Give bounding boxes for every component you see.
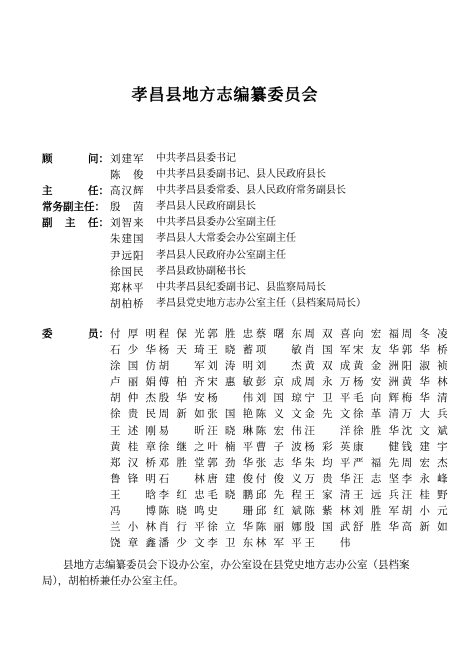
- member-name: 邱红斌: [255, 505, 302, 518]
- leader-post: 中共孝昌县委书记: [156, 153, 236, 164]
- leader-post: 孝昌县人大常委会办公室副主任: [156, 233, 296, 245]
- member-name: 刘涛明: [207, 360, 254, 373]
- member-name: 刘胜军: [353, 505, 399, 518]
- member-name: 唐建俊: [207, 472, 254, 485]
- leader-post: 中共孝昌县纪委副书记、县监察局局长: [156, 281, 326, 293]
- member-name: 周冬凌: [401, 328, 448, 340]
- leader-row: [42, 248, 450, 264]
- leader-post: 中共孝昌县委常委、县人民政府常务副县长: [156, 185, 346, 197]
- member-name: 李卫东: [207, 537, 254, 550]
- member-row: [42, 423, 450, 439]
- member-row: [42, 439, 450, 455]
- member-name: 陈丽娜: [255, 521, 302, 534]
- office-note: [42, 557, 412, 589]
- leader-post: 孝昌县人民政府副县长: [156, 201, 256, 213]
- leader-name: 高汉辉: [110, 185, 145, 198]
- member-name: 宋友华: [353, 344, 399, 357]
- member-name: 史 珊: [207, 505, 254, 518]
- leader-post: 中共孝昌县委办公室副主任: [156, 217, 276, 229]
- member-name: 杨 伟: [207, 392, 254, 405]
- member-name: 黄华林: [401, 376, 448, 389]
- member-name: 金先文: [304, 408, 351, 421]
- member-name: 刘 杰: [255, 360, 302, 373]
- member-name: 黄金洲: [353, 360, 399, 373]
- member-name: 徐立华: [207, 521, 254, 534]
- member-name: 汪志坚: [353, 472, 399, 485]
- member-name: 徐贵民: [110, 408, 156, 421]
- member-name: 汪晓琳: [207, 424, 254, 437]
- member-name: 徐胜华: [353, 424, 399, 437]
- member-name: 付厚明: [110, 328, 156, 340]
- leader-name: 郑林平: [110, 281, 145, 294]
- member-name: 张国艳: [207, 408, 254, 421]
- member-name: 冯 博: [110, 505, 156, 518]
- leadership-list: [42, 151, 450, 312]
- member-name: 严福先: [353, 456, 399, 469]
- member-name: 杨天琦: [158, 344, 205, 357]
- member-name: 石少华: [110, 344, 156, 357]
- role-label: 顾 问：: [42, 153, 109, 165]
- member-name: 傅柏齐: [158, 376, 205, 389]
- member-name: 胡仲杰: [110, 392, 156, 405]
- member-name: 彭京成: [255, 376, 302, 389]
- member-name: 陈紫林: [304, 505, 351, 518]
- member-row: [42, 358, 450, 374]
- member-name: 肖行平: [158, 521, 205, 534]
- member-name: 王 晗: [110, 488, 156, 501]
- leader-row: [42, 215, 450, 231]
- member-name: 王远兵: [353, 488, 399, 501]
- member-name: 郭华桥: [401, 344, 448, 357]
- member-row: [42, 503, 450, 519]
- member-row: [42, 519, 450, 535]
- leader-row: [42, 280, 450, 296]
- member-name: 李永峰: [401, 472, 448, 485]
- page-title: 孝昌县地方志编纂委员会: [131, 85, 319, 104]
- member-row: [42, 326, 450, 342]
- member-name: 李红忠: [158, 488, 205, 501]
- leader-name: 胡柏桥: [110, 297, 145, 310]
- member-name: 陈宏伟: [255, 424, 302, 437]
- role-label: 常务副主任：: [42, 201, 105, 214]
- member-name: 舒胜华: [353, 521, 399, 534]
- member-row: [42, 374, 450, 390]
- member-row: [42, 471, 450, 487]
- member-name: 毛向辉: [353, 392, 399, 405]
- member-name: 宁卫平: [304, 392, 351, 405]
- member-name: 王晓蓄: [207, 344, 254, 357]
- member-row: [42, 535, 450, 551]
- leader-row: [42, 183, 450, 199]
- member-name: 饶章鑫: [110, 537, 156, 550]
- member-name: 陈义文: [255, 408, 302, 421]
- leader-row: [42, 264, 450, 280]
- member-name: 周永万: [304, 376, 351, 389]
- member-name: 黄桂章: [110, 440, 156, 453]
- member-name: 万贵华: [304, 472, 351, 485]
- member-name: 周双喜: [304, 328, 351, 340]
- leader-row: [42, 151, 450, 167]
- member-name: 张志华: [255, 456, 302, 469]
- member-name: 朱均平: [304, 456, 351, 469]
- leader-name: 徐国民: [110, 265, 145, 278]
- member-name: 涂国仿: [110, 360, 156, 373]
- member-name: 刘国琼: [255, 392, 302, 405]
- member-name: 胡小元: [401, 505, 448, 518]
- office-note-text: 县地方志编纂委员会下设办公室，办公室设在县党史地方志办公室（县档案局），胡柏桥兼任办公室主任。: [42, 559, 410, 588]
- leader-row: [42, 167, 450, 183]
- member-name: 黄双成: [304, 360, 351, 373]
- member-name: 毛晓鹏: [207, 488, 254, 501]
- leader-name: 刘建军: [110, 153, 145, 165]
- leader-post: 孝昌县人民政府办公室副主任: [156, 249, 286, 261]
- leader-row: [42, 231, 450, 247]
- member-name: 徐继之: [158, 440, 205, 453]
- member-name: 阳淑祯: [401, 360, 448, 373]
- leader-name: 尹远阳: [110, 249, 145, 262]
- role-label: 副 主 任：: [42, 217, 109, 230]
- member-name: 邓胜堂: [158, 456, 205, 469]
- member-list: [42, 326, 450, 551]
- role-label: 主 任：: [42, 185, 109, 198]
- member-name: 万大兵: [401, 408, 448, 421]
- member-name: 郭劲华: [207, 456, 254, 469]
- leader-name: 殷 茵: [110, 201, 145, 214]
- leader-name: 朱建国: [110, 233, 145, 246]
- leader-row: [42, 296, 450, 312]
- member-name: 周宏杰: [401, 456, 448, 469]
- member-name: 潘少文: [158, 537, 205, 550]
- member-name: 王家清: [304, 488, 351, 501]
- member-name: 王 伟: [304, 537, 351, 550]
- member-name: 兰小林: [110, 521, 156, 534]
- member-name: 曹子波: [255, 440, 302, 453]
- member-name: 汪 洋: [304, 424, 351, 437]
- member-name: 沈文斌: [401, 424, 448, 437]
- leader-row: [42, 199, 450, 215]
- member-row: [42, 455, 450, 471]
- member-name: 汪桂野: [401, 488, 448, 501]
- member-name: 殷国武: [304, 521, 351, 534]
- member-name: 王述刚: [110, 424, 156, 437]
- member-name: 钱建宇: [401, 440, 448, 453]
- member-name: 胡 军: [158, 360, 205, 373]
- member-name: 宋惠敏: [207, 376, 254, 389]
- member-name: 肖国军: [304, 344, 351, 357]
- leader-post: 中共孝昌县委副书记、县人民政府县长: [156, 169, 326, 181]
- leader-post: 孝昌县政协副秘书长: [156, 265, 246, 277]
- member-name: 康 健: [353, 440, 399, 453]
- member-name: 徐革清: [353, 408, 399, 421]
- member-name: 邱先程: [255, 488, 302, 501]
- member-name: 周新如: [158, 408, 205, 421]
- leader-name: 刘智来: [110, 217, 145, 230]
- member-name: 鲁锋明: [110, 472, 156, 485]
- member-row: [42, 487, 450, 503]
- member-name: 项 敏: [255, 344, 302, 357]
- member-row: [42, 342, 450, 358]
- member-name: 杨安洲: [353, 376, 399, 389]
- member-name: 陈晓鸣: [158, 505, 205, 518]
- members-label: 委 员：: [42, 328, 109, 340]
- member-name: 殷华安: [158, 392, 205, 405]
- member-name: 向宏福: [353, 328, 399, 340]
- member-name: 蔡曙东: [255, 328, 302, 340]
- member-row: [42, 406, 450, 422]
- leader-name: 陈 俊: [110, 169, 145, 182]
- member-name: 高新如: [401, 521, 448, 534]
- member-name: 易 昕: [158, 424, 205, 437]
- member-name: 郭胜忠: [207, 328, 254, 340]
- member-name: 付俊义: [255, 472, 302, 485]
- member-name: 梅华清: [401, 392, 448, 405]
- member-name: 郑汉桥: [110, 456, 156, 469]
- member-name: 卢丽娟: [110, 376, 156, 389]
- member-name: 程保光: [158, 328, 205, 340]
- member-name: 林军平: [255, 537, 302, 550]
- member-name: 杨彩英: [304, 440, 351, 453]
- member-name: 叶楠平: [207, 440, 254, 453]
- member-name: 石 林: [158, 472, 205, 485]
- leader-post: 孝昌县党史地方志办公室主任（县档案局局长）: [156, 297, 366, 309]
- member-row: [42, 390, 450, 406]
